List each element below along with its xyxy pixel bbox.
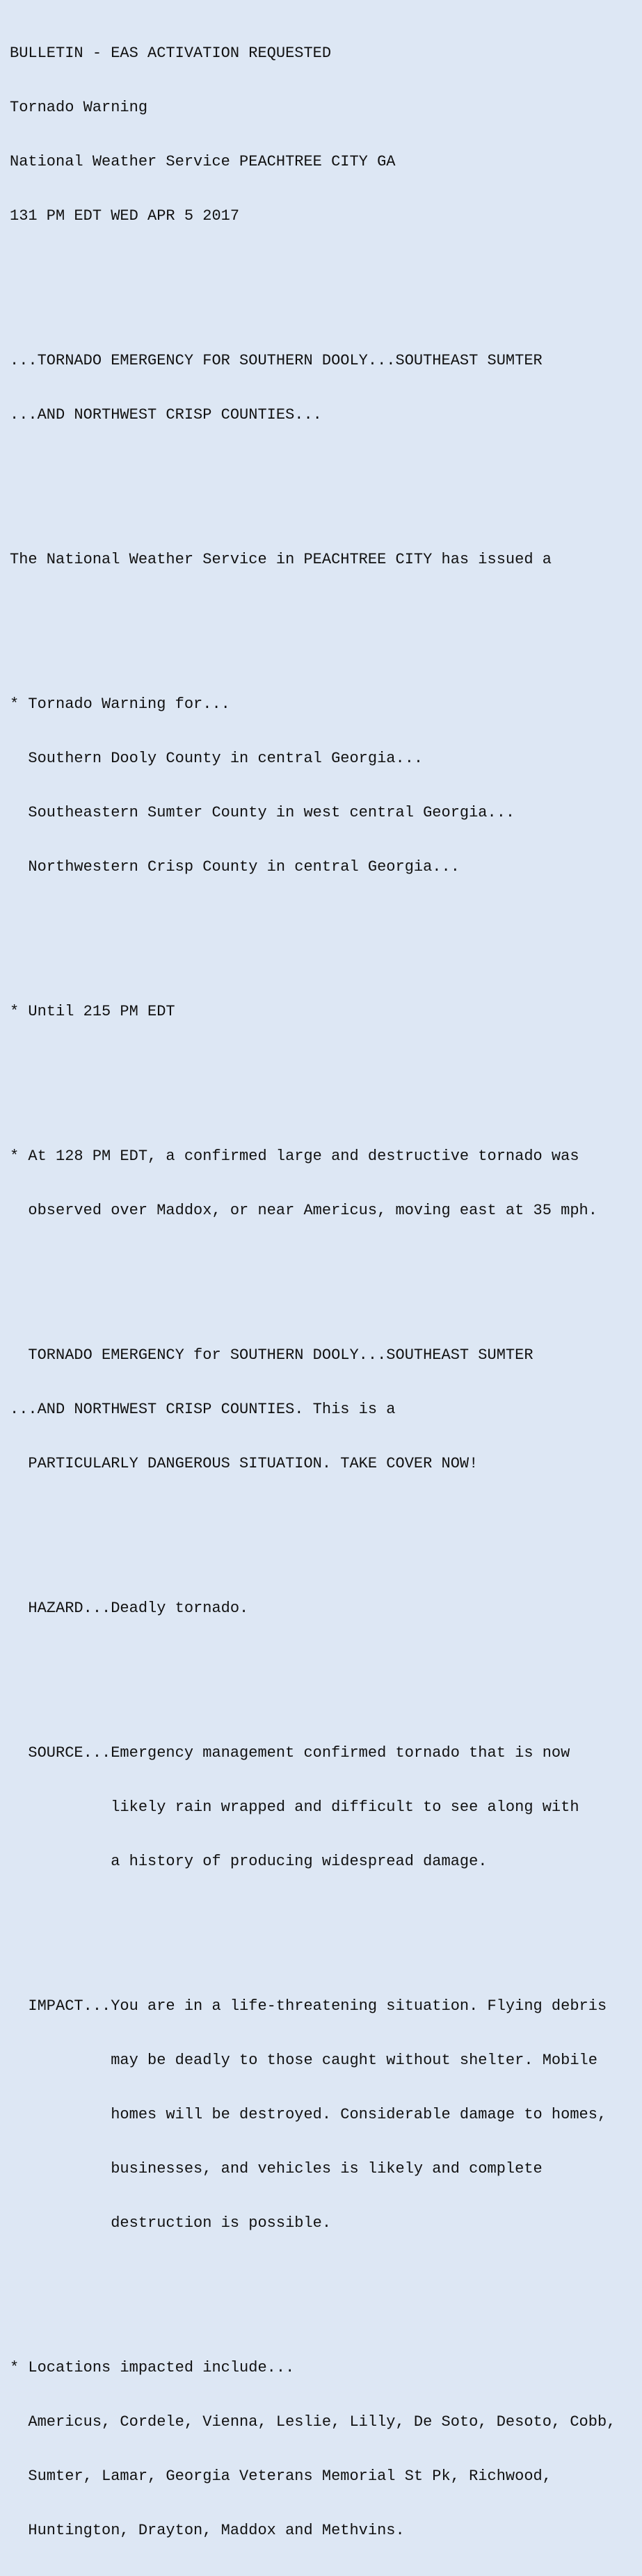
locations-line-2: Sumter, Lamar, Georgia Veterans Memorial St Pk, Richwood, — [10, 2468, 552, 2485]
county-line-sumter: Southeastern Sumter County in west central Georgia... — [10, 804, 515, 821]
blank-line — [10, 1274, 642, 1292]
blank-line — [10, 931, 642, 949]
bulletin-text — [10, 8, 642, 2576]
locations-line-1: Americus, Cordele, Vienna, Leslie, Lilly, De Soto, Desoto, Cobb, — [10, 2413, 616, 2431]
blank-line — [10, 478, 642, 497]
blank-line — [10, 1527, 642, 1545]
blank-line — [10, 1925, 642, 1943]
warning-title: Tornado Warning — [10, 99, 148, 116]
blank-line — [10, 280, 642, 298]
county-line-crisp: Northwestern Crisp County in central Georgia... — [10, 858, 460, 876]
impact-line-1: IMPACT...You are in a life-threatening situation. Flying debris — [10, 1997, 607, 2015]
observation-line-2: observed over Maddox, or near Americus, moving east at 35 mph. — [10, 1202, 597, 1219]
observation-line-1: * At 128 PM EDT, a confirmed large and destructive tornado was — [10, 1148, 579, 1165]
bulletin-header-line: BULLETIN - EAS ACTIVATION REQUESTED — [10, 45, 332, 62]
impact-line-2: may be deadly to those caught without shelter. Mobile — [10, 2052, 597, 2069]
locations-line-3: Huntington, Drayton, Maddox and Methvins. — [10, 2522, 405, 2539]
hazard-line: HAZARD...Deadly tornado. — [10, 1600, 249, 1617]
emergency-line-2: ...AND NORTHWEST CRISP COUNTIES. This is a — [10, 1401, 396, 1418]
headline-line-1: ...TORNADO EMERGENCY FOR SOUTHERN DOOLY...SOUTHEAST SUMTER — [10, 352, 543, 369]
impact-line-5: destruction is possible. — [10, 2214, 332, 2232]
source-line-1: SOURCE...Emergency management confirmed tornado that is now — [10, 1744, 570, 1762]
blank-line — [10, 2287, 642, 2305]
until-line: * Until 215 PM EDT — [10, 1003, 175, 1020]
county-line-dooly: Southern Dooly County in central Georgia... — [10, 750, 424, 767]
locations-heading: * Locations impacted include... — [10, 2359, 295, 2376]
blank-line — [10, 1672, 642, 1690]
impact-line-4: businesses, and vehicles is likely and complete — [10, 2160, 543, 2177]
issuing-office: National Weather Service PEACHTREE CITY GA — [10, 153, 396, 170]
blank-line — [10, 1075, 642, 1093]
source-line-2: likely rain wrapped and difficult to see along with — [10, 1798, 579, 1816]
emergency-line-1: TORNADO EMERGENCY for SOUTHERN DOOLY...SOUTHEAST SUMTER — [10, 1346, 533, 1364]
issue-time: 131 PM EDT WED APR 5 2017 — [10, 207, 240, 225]
headline-line-2: ...AND NORTHWEST CRISP COUNTIES... — [10, 406, 322, 424]
source-line-3: a history of producing widespread damage. — [10, 1853, 488, 1870]
blank-line — [10, 623, 642, 641]
emergency-line-3: PARTICULARLY DANGEROUS SITUATION. TAKE COVER NOW! — [10, 1455, 479, 1472]
warning-for-heading: * Tornado Warning for... — [10, 695, 230, 713]
intro-line: The National Weather Service in PEACHTREE CITY has issued a — [10, 551, 552, 568]
impact-line-3: homes will be destroyed. Considerable damage to homes, — [10, 2106, 607, 2123]
